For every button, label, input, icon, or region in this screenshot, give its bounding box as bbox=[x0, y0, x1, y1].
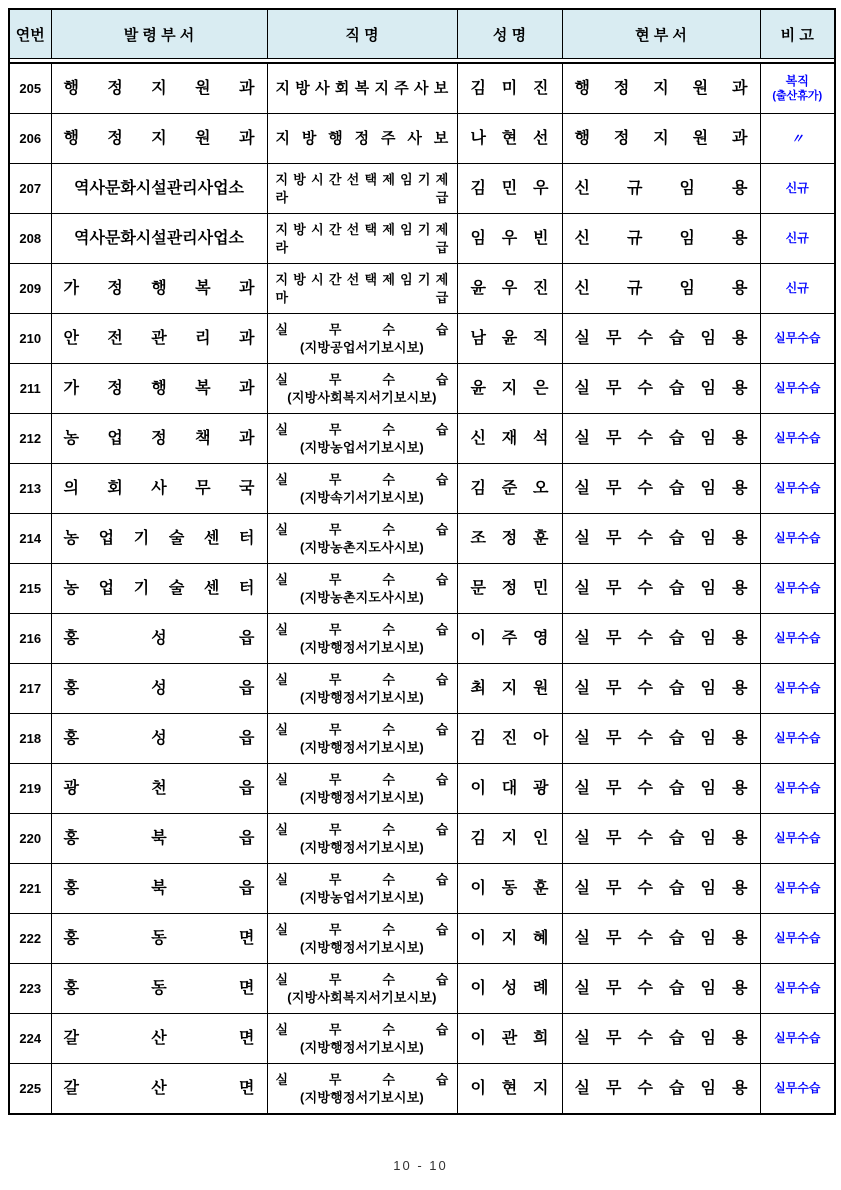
table-body bbox=[9, 63, 835, 1114]
cell-person-name bbox=[457, 63, 562, 114]
cell-seq-number: 208 bbox=[9, 214, 51, 264]
cell-current-dept bbox=[562, 914, 760, 964]
cell-position bbox=[267, 964, 457, 1014]
position-line1: 실 무 수 습 bbox=[275, 321, 449, 337]
person-name-text: 윤 우 진 bbox=[470, 279, 549, 297]
cell-note bbox=[760, 614, 835, 664]
cell-current-dept bbox=[562, 714, 760, 764]
note-subtext: (출산휴가) bbox=[772, 89, 823, 102]
position-line2: (지방행정서기보시보) bbox=[300, 789, 424, 805]
position-line2: (지방농촌지도사시보) bbox=[300, 589, 424, 605]
cell-position bbox=[267, 214, 457, 264]
table-row bbox=[9, 63, 835, 114]
note-text: 〃 bbox=[790, 131, 804, 146]
current-dept-text: 실 무 수 습 임 용 bbox=[574, 1029, 748, 1047]
position-line1: 실 무 수 습 bbox=[275, 571, 449, 587]
header-note: 비 고 bbox=[760, 9, 835, 59]
cell-assigned-dept bbox=[51, 164, 267, 214]
position-line1: 실 무 수 습 bbox=[275, 621, 449, 637]
position-line1: 실 무 수 습 bbox=[275, 671, 449, 687]
assigned-dept-text: 광 천 읍 bbox=[63, 779, 255, 797]
note-text: 실무수습 bbox=[774, 981, 821, 995]
cell-note bbox=[760, 314, 835, 364]
person-name-text: 최 지 원 bbox=[470, 679, 549, 697]
note-text: 신규 bbox=[785, 231, 809, 245]
current-dept-text: 실 무 수 습 임 용 bbox=[574, 429, 748, 447]
cell-seq-number: 213 bbox=[9, 464, 51, 514]
current-dept-text: 신 규 임 용 bbox=[574, 229, 748, 247]
cell-note bbox=[760, 164, 835, 214]
table-row bbox=[9, 464, 835, 514]
cell-current-dept bbox=[562, 214, 760, 264]
cell-position bbox=[267, 314, 457, 364]
cell-current-dept bbox=[562, 1064, 760, 1115]
note-text: 실무수습 bbox=[774, 731, 821, 745]
position-line2: (지방행정서기보시보) bbox=[300, 639, 424, 655]
person-name-text: 김 민 우 bbox=[470, 179, 549, 197]
current-dept-text: 실 무 수 습 임 용 bbox=[574, 979, 748, 997]
cell-position bbox=[267, 63, 457, 114]
cell-position bbox=[267, 564, 457, 614]
position-line1: 실 무 수 습 bbox=[275, 421, 449, 437]
person-name-text: 임 우 빈 bbox=[470, 229, 549, 247]
cell-assigned-dept bbox=[51, 364, 267, 414]
cell-assigned-dept bbox=[51, 564, 267, 614]
position-line2: 라 급 bbox=[275, 239, 449, 255]
cell-seq-number: 211 bbox=[9, 364, 51, 414]
person-name-text: 문 정 민 bbox=[470, 579, 549, 597]
table-row bbox=[9, 664, 835, 714]
assigned-dept-text: 갈 산 면 bbox=[63, 1029, 255, 1047]
assigned-dept-text: 안 전 관 리 과 bbox=[63, 329, 255, 347]
note-text: 실무수습 bbox=[774, 481, 821, 495]
current-dept-text: 실 무 수 습 임 용 bbox=[574, 329, 748, 347]
table-row bbox=[9, 414, 835, 464]
table-row bbox=[9, 564, 835, 614]
cell-note bbox=[760, 114, 835, 164]
assigned-dept-text: 홍 북 읍 bbox=[63, 879, 255, 897]
position-line1: 실 무 수 습 bbox=[275, 1021, 449, 1037]
cell-current-dept bbox=[562, 164, 760, 214]
note-text: 실무수습 bbox=[774, 331, 821, 345]
position-line2: (지방행정서기보시보) bbox=[300, 1039, 424, 1055]
note-text: 신규 bbox=[785, 281, 809, 295]
cell-seq-number: 216 bbox=[9, 614, 51, 664]
position-line1: 실 무 수 습 bbox=[275, 521, 449, 537]
cell-position bbox=[267, 364, 457, 414]
table-row bbox=[9, 814, 835, 864]
assigned-dept-text: 행 정 지 원 과 bbox=[63, 129, 255, 147]
header-name: 성 명 bbox=[457, 9, 562, 59]
cell-assigned-dept bbox=[51, 664, 267, 714]
cell-position bbox=[267, 664, 457, 714]
cell-note bbox=[760, 364, 835, 414]
note-text: 실무수습 bbox=[774, 581, 821, 595]
cell-person-name bbox=[457, 464, 562, 514]
position-line2: (지방사회복지서기보시보) bbox=[287, 989, 437, 1005]
cell-seq-number: 221 bbox=[9, 864, 51, 914]
table-row bbox=[9, 1014, 835, 1064]
current-dept-text: 실 무 수 습 임 용 bbox=[574, 879, 748, 897]
table-row bbox=[9, 164, 835, 214]
note-text: 실무수습 bbox=[774, 681, 821, 695]
current-dept-text: 실 무 수 습 임 용 bbox=[574, 829, 748, 847]
cell-seq-number: 212 bbox=[9, 414, 51, 464]
cell-position bbox=[267, 714, 457, 764]
cell-seq-number: 222 bbox=[9, 914, 51, 964]
note-text: 실무수습 bbox=[774, 531, 821, 545]
cell-position bbox=[267, 164, 457, 214]
cell-note bbox=[760, 814, 835, 864]
position-line2: (지방농업서기보시보) bbox=[300, 889, 424, 905]
position-line1: 실 무 수 습 bbox=[275, 821, 449, 837]
cell-note bbox=[760, 1014, 835, 1064]
table-row bbox=[9, 264, 835, 314]
person-name-text: 이 성 례 bbox=[470, 979, 549, 997]
cell-person-name bbox=[457, 614, 562, 664]
cell-note bbox=[760, 264, 835, 314]
note-text: 복직 bbox=[785, 73, 809, 88]
cell-position bbox=[267, 814, 457, 864]
cell-position bbox=[267, 264, 457, 314]
cell-assigned-dept bbox=[51, 764, 267, 814]
cell-seq-number: 209 bbox=[9, 264, 51, 314]
cell-assigned-dept bbox=[51, 1014, 267, 1064]
cell-current-dept bbox=[562, 764, 760, 814]
cell-seq-number: 223 bbox=[9, 964, 51, 1014]
cell-assigned-dept bbox=[51, 614, 267, 664]
note-text: 실무수습 bbox=[774, 831, 821, 845]
header-seq: 연번 bbox=[9, 9, 51, 59]
cell-person-name bbox=[457, 564, 562, 614]
table-row bbox=[9, 964, 835, 1014]
table-row bbox=[9, 114, 835, 164]
page-number: 10 - 10 bbox=[393, 1158, 448, 1173]
cell-person-name bbox=[457, 364, 562, 414]
header-position: 직 명 bbox=[267, 9, 457, 59]
cell-note bbox=[760, 214, 835, 264]
person-name-text: 이 현 지 bbox=[470, 1079, 549, 1097]
position-line1: 실 무 수 습 bbox=[275, 471, 449, 487]
cell-person-name bbox=[457, 914, 562, 964]
current-dept-text: 실 무 수 습 임 용 bbox=[574, 729, 748, 747]
cell-note bbox=[760, 764, 835, 814]
table-row bbox=[9, 914, 835, 964]
cell-person-name bbox=[457, 1064, 562, 1115]
cell-current-dept bbox=[562, 414, 760, 464]
cell-current-dept bbox=[562, 114, 760, 164]
cell-person-name bbox=[457, 414, 562, 464]
cell-note bbox=[760, 414, 835, 464]
cell-note bbox=[760, 864, 835, 914]
cell-note bbox=[760, 564, 835, 614]
position-line1: 지 방 행 정 주 사 보 bbox=[275, 129, 449, 147]
assigned-dept-text: 행 정 지 원 과 bbox=[63, 79, 255, 97]
cell-current-dept bbox=[562, 564, 760, 614]
cell-current-dept bbox=[562, 514, 760, 564]
cell-person-name bbox=[457, 264, 562, 314]
position-line1: 지 방 시 간 선 택 제 임 기 제 bbox=[275, 221, 449, 237]
cell-current-dept bbox=[562, 63, 760, 114]
person-name-text: 나 현 선 bbox=[470, 129, 549, 147]
cell-seq-number: 220 bbox=[9, 814, 51, 864]
cell-person-name bbox=[457, 764, 562, 814]
position-line1: 지 방 시 간 선 택 제 임 기 제 bbox=[275, 271, 449, 287]
person-name-text: 남 윤 직 bbox=[470, 329, 549, 347]
cell-assigned-dept bbox=[51, 264, 267, 314]
cell-person-name bbox=[457, 664, 562, 714]
position-line2: (지방공업서기보시보) bbox=[300, 339, 424, 355]
table-row bbox=[9, 1064, 835, 1115]
cell-seq-number: 225 bbox=[9, 1064, 51, 1115]
current-dept-text: 실 무 수 습 임 용 bbox=[574, 1079, 748, 1097]
cell-note bbox=[760, 514, 835, 564]
cell-current-dept bbox=[562, 814, 760, 864]
position-line2: 라 급 bbox=[275, 189, 449, 205]
cell-assigned-dept bbox=[51, 914, 267, 964]
assigned-dept-text: 홍 성 읍 bbox=[63, 679, 255, 697]
assigned-dept-text: 갈 산 면 bbox=[63, 1079, 255, 1097]
cell-position bbox=[267, 764, 457, 814]
person-name-text: 이 관 희 bbox=[470, 1029, 549, 1047]
position-line2: (지방행정서기보시보) bbox=[300, 689, 424, 705]
cell-current-dept bbox=[562, 614, 760, 664]
cell-person-name bbox=[457, 114, 562, 164]
cell-assigned-dept bbox=[51, 964, 267, 1014]
cell-person-name bbox=[457, 964, 562, 1014]
cell-position bbox=[267, 414, 457, 464]
position-line2: (지방속기서기보시보) bbox=[300, 489, 424, 505]
cell-seq-number: 219 bbox=[9, 764, 51, 814]
position-line1: 실 무 수 습 bbox=[275, 721, 449, 737]
cell-current-dept bbox=[562, 264, 760, 314]
cell-assigned-dept bbox=[51, 214, 267, 264]
assigned-dept-text: 홍 동 면 bbox=[63, 979, 255, 997]
note-text: 실무수습 bbox=[774, 781, 821, 795]
cell-person-name bbox=[457, 714, 562, 764]
assigned-dept-text: 농 업 정 책 과 bbox=[63, 429, 255, 447]
table-header bbox=[9, 9, 835, 63]
table-row bbox=[9, 714, 835, 764]
cell-seq-number: 218 bbox=[9, 714, 51, 764]
cell-seq-number: 207 bbox=[9, 164, 51, 214]
note-text: 실무수습 bbox=[774, 1081, 821, 1095]
current-dept-text: 행 정 지 원 과 bbox=[574, 79, 748, 97]
table-row bbox=[9, 364, 835, 414]
position-line2: (지방행정서기보시보) bbox=[300, 839, 424, 855]
assigned-dept-text: 홍 성 읍 bbox=[63, 729, 255, 747]
position-line2: (지방행정서기보시보) bbox=[300, 939, 424, 955]
current-dept-text: 실 무 수 습 임 용 bbox=[574, 379, 748, 397]
current-dept-text: 실 무 수 습 임 용 bbox=[574, 779, 748, 797]
cell-assigned-dept bbox=[51, 414, 267, 464]
position-line1: 실 무 수 습 bbox=[275, 771, 449, 787]
cell-current-dept bbox=[562, 464, 760, 514]
current-dept-text: 신 규 임 용 bbox=[574, 179, 748, 197]
cell-note bbox=[760, 964, 835, 1014]
person-name-text: 이 대 광 bbox=[470, 779, 549, 797]
cell-person-name bbox=[457, 514, 562, 564]
assigned-dept-text: 의 회 사 무 국 bbox=[63, 479, 255, 497]
cell-seq-number: 214 bbox=[9, 514, 51, 564]
current-dept-text: 실 무 수 습 임 용 bbox=[574, 929, 748, 947]
cell-position bbox=[267, 864, 457, 914]
position-line1: 실 무 수 습 bbox=[275, 921, 449, 937]
person-name-text: 김 준 오 bbox=[470, 479, 549, 497]
cell-current-dept bbox=[562, 314, 760, 364]
note-text: 실무수습 bbox=[774, 931, 821, 945]
position-line2: (지방행정서기보시보) bbox=[300, 1089, 424, 1105]
assigned-dept-text: 가 정 행 복 과 bbox=[63, 379, 255, 397]
cell-person-name bbox=[457, 214, 562, 264]
person-name-text: 김 진 아 bbox=[470, 729, 549, 747]
cell-note bbox=[760, 714, 835, 764]
note-text: 실무수습 bbox=[774, 431, 821, 445]
position-line1: 지 방 시 간 선 택 제 임 기 제 bbox=[275, 171, 449, 187]
table-row bbox=[9, 214, 835, 264]
current-dept-text: 행 정 지 원 과 bbox=[574, 129, 748, 147]
cell-person-name bbox=[457, 1014, 562, 1064]
cell-current-dept bbox=[562, 864, 760, 914]
position-line2: (지방농업서기보시보) bbox=[300, 439, 424, 455]
table-row bbox=[9, 864, 835, 914]
person-name-text: 김 지 인 bbox=[470, 829, 549, 847]
current-dept-text: 실 무 수 습 임 용 bbox=[574, 479, 748, 497]
position-line1: 실 무 수 습 bbox=[275, 871, 449, 887]
assigned-dept-text: 홍 동 면 bbox=[63, 929, 255, 947]
cell-seq-number: 206 bbox=[9, 114, 51, 164]
current-dept-text: 실 무 수 습 임 용 bbox=[574, 529, 748, 547]
current-dept-text: 실 무 수 습 임 용 bbox=[574, 679, 748, 697]
cell-assigned-dept bbox=[51, 464, 267, 514]
appointment-table bbox=[8, 8, 836, 1115]
header-row bbox=[9, 9, 835, 59]
current-dept-text: 실 무 수 습 임 용 bbox=[574, 579, 748, 597]
assigned-dept-text: 홍 북 읍 bbox=[63, 829, 255, 847]
position-line2: (지방농촌지도사시보) bbox=[300, 539, 424, 555]
cell-seq-number: 210 bbox=[9, 314, 51, 364]
position-line2: (지방사회복지서기보시보) bbox=[287, 389, 437, 405]
table-row bbox=[9, 614, 835, 664]
cell-current-dept bbox=[562, 364, 760, 414]
cell-assigned-dept bbox=[51, 314, 267, 364]
position-line1: 실 무 수 습 bbox=[275, 1071, 449, 1087]
cell-seq-number: 205 bbox=[9, 63, 51, 114]
table-row bbox=[9, 764, 835, 814]
cell-assigned-dept bbox=[51, 814, 267, 864]
cell-note bbox=[760, 664, 835, 714]
position-line1: 지 방 사 회 복 지 주 사 보 bbox=[275, 79, 449, 97]
cell-current-dept bbox=[562, 964, 760, 1014]
current-dept-text: 신 규 임 용 bbox=[574, 279, 748, 297]
cell-position bbox=[267, 1064, 457, 1115]
cell-note bbox=[760, 914, 835, 964]
cell-seq-number: 224 bbox=[9, 1014, 51, 1064]
person-name-text: 이 동 훈 bbox=[470, 879, 549, 897]
cell-person-name bbox=[457, 814, 562, 864]
cell-current-dept bbox=[562, 1014, 760, 1064]
person-name-text: 신 재 석 bbox=[470, 429, 549, 447]
assigned-dept-text: 홍 성 읍 bbox=[63, 629, 255, 647]
person-name-text: 조 정 훈 bbox=[470, 529, 549, 547]
cell-assigned-dept bbox=[51, 714, 267, 764]
cell-person-name bbox=[457, 864, 562, 914]
cell-position bbox=[267, 614, 457, 664]
cell-position bbox=[267, 114, 457, 164]
cell-position bbox=[267, 514, 457, 564]
person-name-text: 이 주 영 bbox=[470, 629, 549, 647]
table-row bbox=[9, 514, 835, 564]
cell-person-name bbox=[457, 314, 562, 364]
position-line1: 실 무 수 습 bbox=[275, 371, 449, 387]
note-text: 실무수습 bbox=[774, 881, 821, 895]
header-current-dept: 현 부 서 bbox=[562, 9, 760, 59]
person-name-text: 윤 지 은 bbox=[470, 379, 549, 397]
position-line2: 마 급 bbox=[275, 289, 449, 305]
cell-seq-number: 217 bbox=[9, 664, 51, 714]
table-row bbox=[9, 314, 835, 364]
note-text: 신규 bbox=[785, 181, 809, 195]
cell-position bbox=[267, 914, 457, 964]
cell-position bbox=[267, 464, 457, 514]
cell-position bbox=[267, 1014, 457, 1064]
assigned-dept-text: 농 업 기 술 센 터 bbox=[63, 579, 255, 597]
note-text: 실무수습 bbox=[774, 631, 821, 645]
cell-current-dept bbox=[562, 664, 760, 714]
cell-person-name bbox=[457, 164, 562, 214]
header-dept: 발 령 부 서 bbox=[51, 9, 267, 59]
cell-assigned-dept bbox=[51, 864, 267, 914]
assigned-dept-text: 농 업 기 술 센 터 bbox=[63, 529, 255, 547]
cell-note bbox=[760, 63, 835, 114]
assigned-dept-text: 가 정 행 복 과 bbox=[63, 279, 255, 297]
person-name-text: 이 지 혜 bbox=[470, 929, 549, 947]
position-line2: (지방행정서기보시보) bbox=[300, 739, 424, 755]
cell-seq-number: 215 bbox=[9, 564, 51, 614]
position-line1: 실 무 수 습 bbox=[275, 971, 449, 987]
note-text: 실무수습 bbox=[774, 1031, 821, 1045]
person-name-text: 김 미 진 bbox=[470, 79, 549, 97]
note-text: 실무수습 bbox=[774, 381, 821, 395]
assigned-dept-text: 역사문화시설관리사업소 bbox=[73, 179, 245, 197]
cell-assigned-dept bbox=[51, 63, 267, 114]
cell-assigned-dept bbox=[51, 114, 267, 164]
cell-note bbox=[760, 1064, 835, 1115]
cell-note bbox=[760, 464, 835, 514]
current-dept-text: 실 무 수 습 임 용 bbox=[574, 629, 748, 647]
assigned-dept-text: 역사문화시설관리사업소 bbox=[73, 229, 245, 247]
cell-assigned-dept bbox=[51, 1064, 267, 1115]
cell-assigned-dept bbox=[51, 514, 267, 564]
